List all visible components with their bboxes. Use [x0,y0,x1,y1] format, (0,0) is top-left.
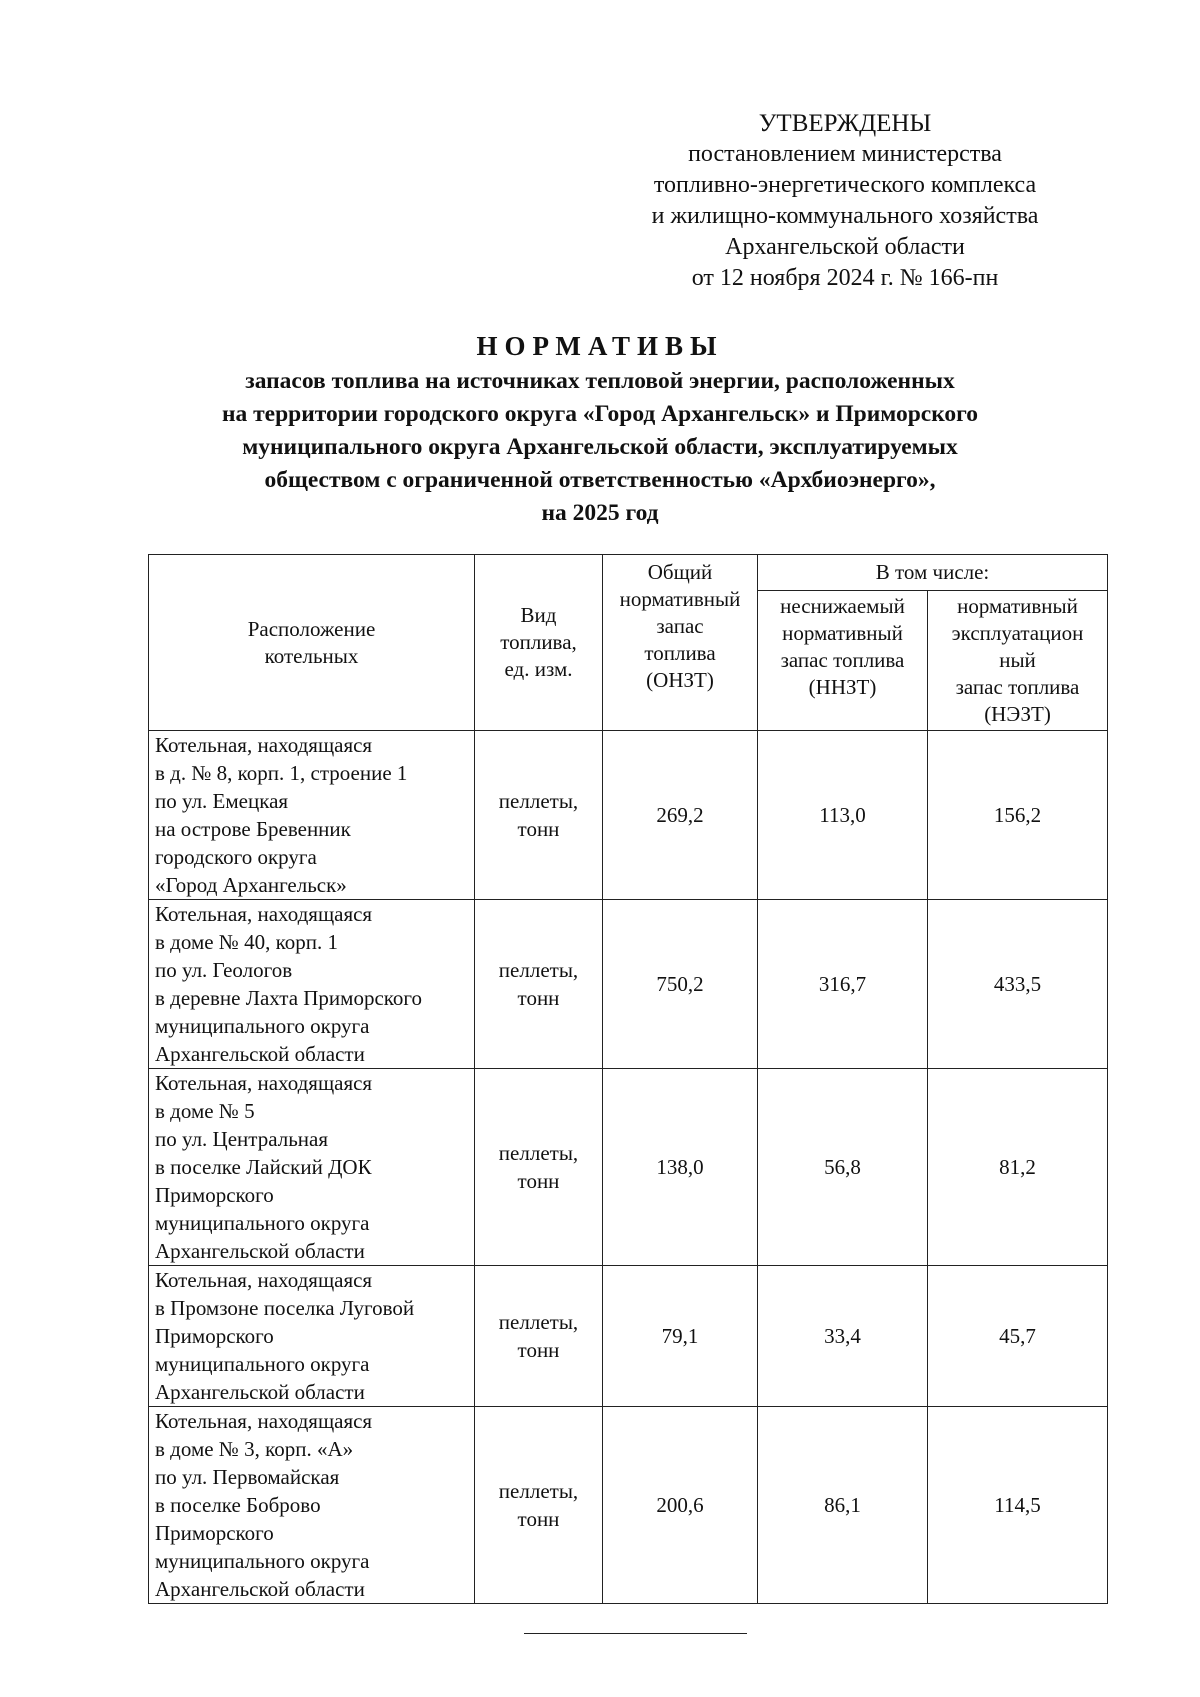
location-line: муниципального округа [155,1549,370,1573]
location-line: Котельная, находящаяся [155,1268,373,1292]
fuel-line: тонн [517,986,560,1010]
document-title [140,330,1060,530]
row-fuel-type [475,731,603,900]
header-nezt-line: нормативный [957,594,1078,618]
location-line: Архангельской области [155,1577,365,1601]
header-nnzt-line: нормативный [782,621,903,645]
location-line: муниципального округа [155,1211,370,1235]
header-fuel-line: Вид [520,603,557,627]
location-line: в д. № 8, корп. 1, строение 1 [155,761,408,785]
approval-line: от 12 ноября 2024 г. № 166-пн [691,265,999,291]
fuel-line: пеллеты, [498,1479,579,1503]
row-nnzt: 33,4 [758,1266,928,1407]
row-nezt: 114,5 [928,1407,1108,1604]
row-total-onzt: 750,2 [603,900,758,1069]
row-nnzt: 56,8 [758,1069,928,1266]
location-line: по ул. Центральная [155,1127,328,1151]
row-location [149,1407,475,1604]
location-line: муниципального округа [155,1352,370,1376]
approval-line: топливно-энергетического комплекса [653,172,1037,198]
row-fuel-type [475,1407,603,1604]
row-nezt: 433,5 [928,900,1108,1069]
row-nezt: 45,7 [928,1266,1108,1407]
location-line: Котельная, находящаяся [155,902,373,926]
row-nnzt: 113,0 [758,731,928,900]
header-nezt [928,591,1108,731]
location-line: Архангельской области [155,1380,365,1404]
location-line: в поселке Боброво [155,1493,321,1517]
approval-line: Архангельской области [725,234,965,260]
location-line: Котельная, находящаяся [155,1071,373,1095]
row-nezt: 156,2 [928,731,1108,900]
header-fuel-line: топлива, [500,630,577,654]
approval-line: и жилищно-коммунального хозяйства [651,203,1039,229]
row-location [149,731,475,900]
header-fuel-line: ед. изм. [504,657,573,681]
title-line: на 2025 год [541,500,659,526]
row-location [149,1069,475,1266]
header-location-line: Расположение [247,616,376,641]
row-nnzt: 316,7 [758,900,928,1069]
header-nnzt [758,591,928,731]
location-line: в Промзоне поселка Луговой [155,1296,415,1320]
header-total-line: запас [656,614,704,638]
header-including: В том числе: [758,555,1108,591]
title-line: запасов топлива на источниках тепловой энергии, расположенных [245,368,955,394]
fuel-line: тонн [517,1338,560,1362]
fuel-line: тонн [517,817,560,841]
fuel-norms-table [148,554,1108,1604]
location-line: в поселке Лайский ДОК [155,1155,372,1179]
header-total-onzt [603,555,758,731]
row-total-onzt: 269,2 [603,731,758,900]
header-total-line: нормативный [619,587,741,611]
row-total-onzt: 138,0 [603,1069,758,1266]
approval-heading: УТВЕРЖДЕНЫ [758,110,932,137]
header-total-line: топлива [644,641,716,665]
row-nezt: 81,2 [928,1069,1108,1266]
location-line: Приморского [155,1521,274,1545]
approval-line: постановлением министерства [688,141,1002,167]
location-line: Приморского [155,1183,274,1207]
location-line: по ул. Емецкая [155,789,289,813]
fuel-line: пеллеты, [498,789,579,813]
location-line: городского округа [155,845,317,869]
end-divider-line [524,1633,747,1634]
location-line: на острове Бревенник [155,817,351,841]
fuel-line: пеллеты, [498,958,579,982]
header-nezt-line: (НЭЗТ) [984,702,1051,726]
location-line: муниципального округа [155,1014,370,1038]
row-total-onzt: 200,6 [603,1407,758,1604]
location-line: в доме № 3, корп. «А» [155,1437,354,1461]
location-line: «Город Архангельск» [155,873,347,897]
header-nezt-line: запас топлива [955,675,1080,699]
header-nnzt-line: запас топлива [780,648,905,672]
location-line: Котельная, находящаяся [155,1409,373,1433]
location-line: в доме № 5 [155,1099,255,1123]
row-fuel-type [475,900,603,1069]
table-row [149,900,1108,1069]
location-line: в доме № 40, корп. 1 [155,930,338,954]
title-line: на территории городского округа «Город Архангельск» и Приморского [221,401,979,427]
header-nnzt-line: неснижаемый [780,594,905,618]
row-nnzt: 86,1 [758,1407,928,1604]
header-nnzt-line: (ННЗТ) [808,675,877,699]
location-line: Приморского [155,1324,274,1348]
header-location [149,555,475,731]
row-fuel-type [475,1069,603,1266]
location-line: Архангельской области [155,1042,365,1066]
approval-block [610,108,1080,294]
table-row [149,731,1108,900]
location-line: по ул. Геологов [155,958,293,982]
row-location [149,900,475,1069]
table-row [149,1069,1108,1266]
title-main: НОРМАТИВЫ [476,331,724,361]
row-fuel-type [475,1266,603,1407]
location-line: Архангельской области [155,1239,365,1263]
header-total-line: Общий [647,560,713,584]
fuel-line: тонн [517,1507,560,1531]
table-row [149,1407,1108,1604]
location-line: Котельная, находящаяся [155,733,373,757]
location-line: в деревне Лахта Приморского [155,986,423,1010]
title-line: муниципального округа Архангельской области, эксплуатируемых [242,434,958,460]
row-location [149,1266,475,1407]
location-line: по ул. Первомайская [155,1465,340,1489]
row-total-onzt: 79,1 [603,1266,758,1407]
fuel-line: пеллеты, [498,1141,579,1165]
header-nezt-line: ный [999,648,1036,672]
header-total-line: (ОНЗТ) [646,668,714,692]
title-line: обществом с ограниченной ответственностью «Архбиоэнерго», [264,467,936,493]
table-row [149,1266,1108,1407]
fuel-line: пеллеты, [498,1310,579,1334]
fuel-line: тонн [517,1169,560,1193]
header-location-line: котельных [264,643,359,668]
header-fuel-type [475,555,603,731]
header-nezt-line: эксплуатацион [951,621,1084,645]
